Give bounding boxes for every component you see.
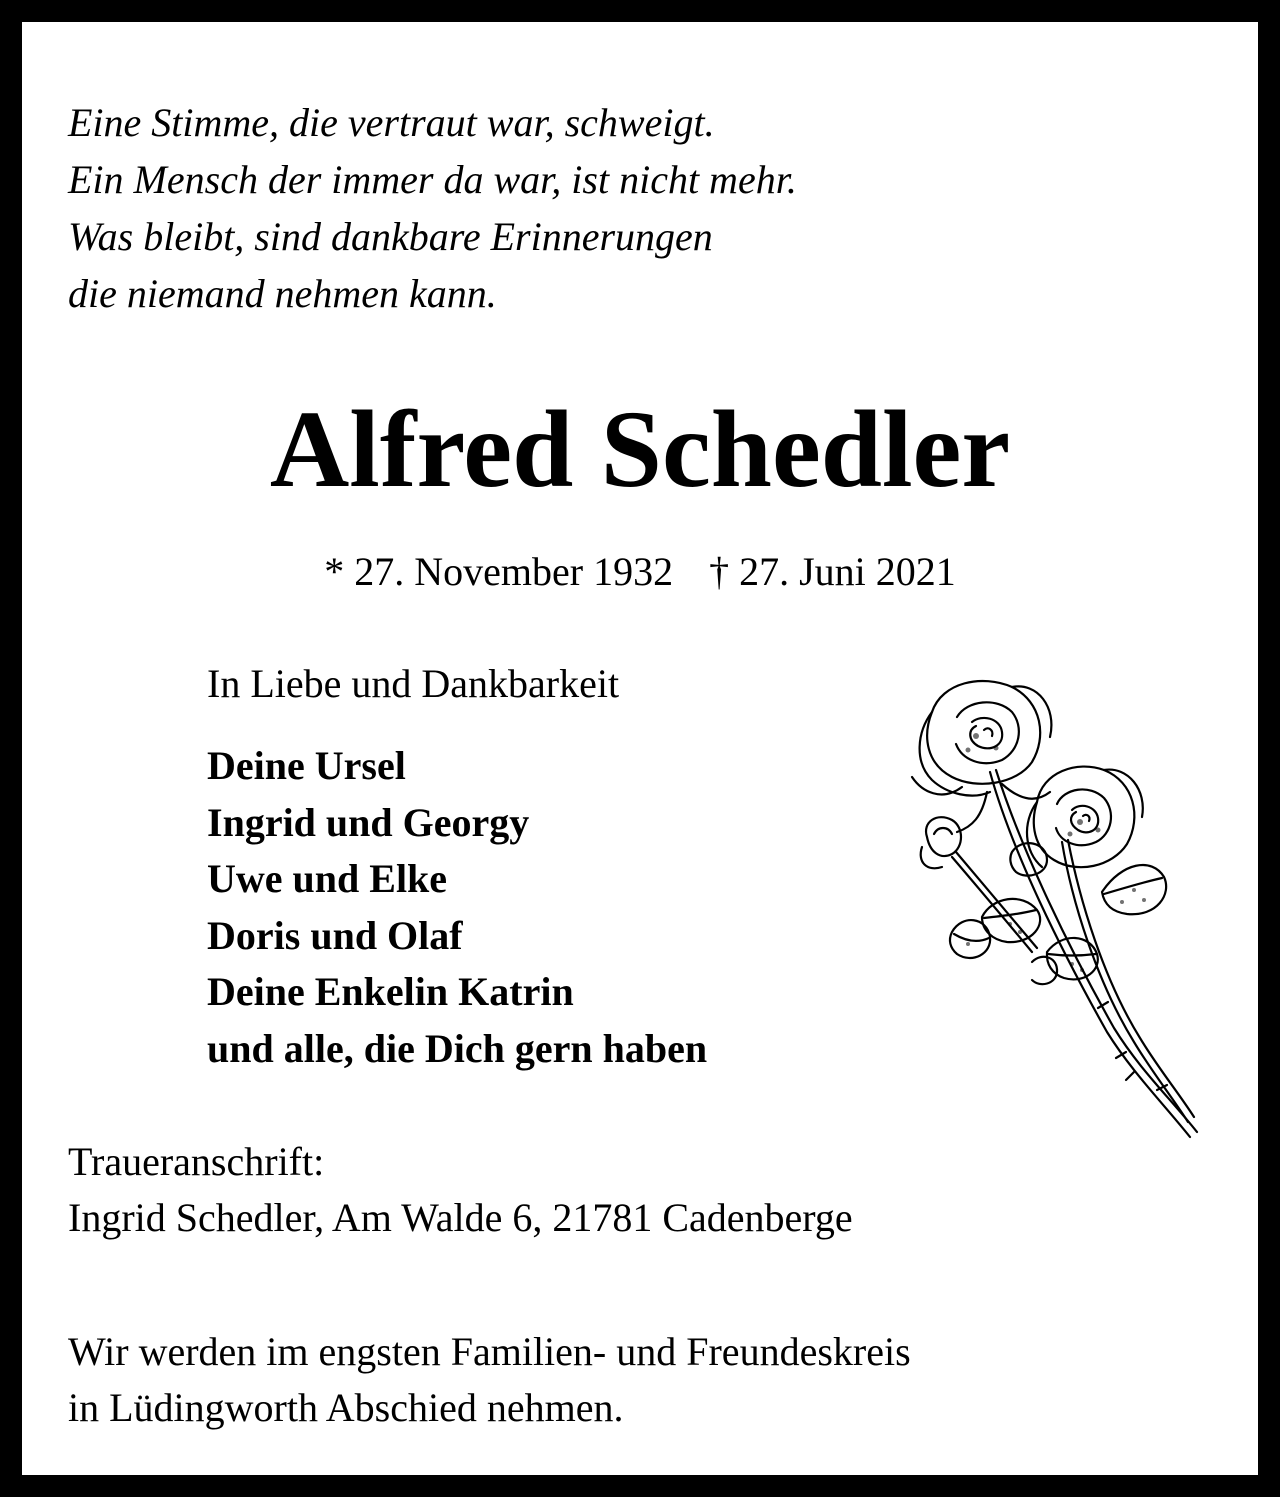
obituary-notice (22, 22, 1258, 1475)
death-date: † 27. Juni 2021 (709, 549, 956, 594)
poem-line: Ein Mensch der immer da war, ist nicht mehr. (68, 157, 797, 202)
address-value: Ingrid Schedler, Am Walde 6, 21781 Cadenberge (68, 1195, 853, 1240)
birth-date: * 27. November 1932 (324, 549, 674, 594)
life-dates (22, 544, 1258, 600)
mourner-name: Deine Enkelin Katrin (207, 969, 574, 1014)
mourner-name: Ingrid und Georgy (207, 799, 530, 845)
farewell-line: in Lüdingworth Abschied nehmen. (68, 1385, 624, 1430)
mourners-intro: In Liebe und Dankbarkeit (207, 661, 620, 706)
mourner-name: Doris und Olaf (207, 912, 463, 958)
mourning-address (68, 1134, 853, 1246)
mourner-name: Deine Ursel (207, 743, 406, 788)
roses-illustration-icon (872, 652, 1212, 1152)
poem-line: die niemand nehmen kann. (68, 271, 497, 316)
mourner-name: und alle, die Dich gern haben (207, 1025, 708, 1071)
mourners-list (207, 738, 707, 1077)
farewell-line: Wir werden im engsten Familien- und Freundeskreis (68, 1329, 911, 1374)
deceased-name: Alfred Schedler (269, 388, 1011, 510)
farewell-note (68, 1324, 911, 1436)
address-label: Traueranschrift: (68, 1139, 325, 1184)
mourner-name: Uwe und Elke (207, 856, 448, 901)
poem-line: Eine Stimme, die vertraut war, schweigt. (68, 100, 715, 145)
poem-line: Was bleibt, sind dankbare Erinnerungen (68, 214, 713, 259)
memorial-poem (68, 94, 797, 322)
